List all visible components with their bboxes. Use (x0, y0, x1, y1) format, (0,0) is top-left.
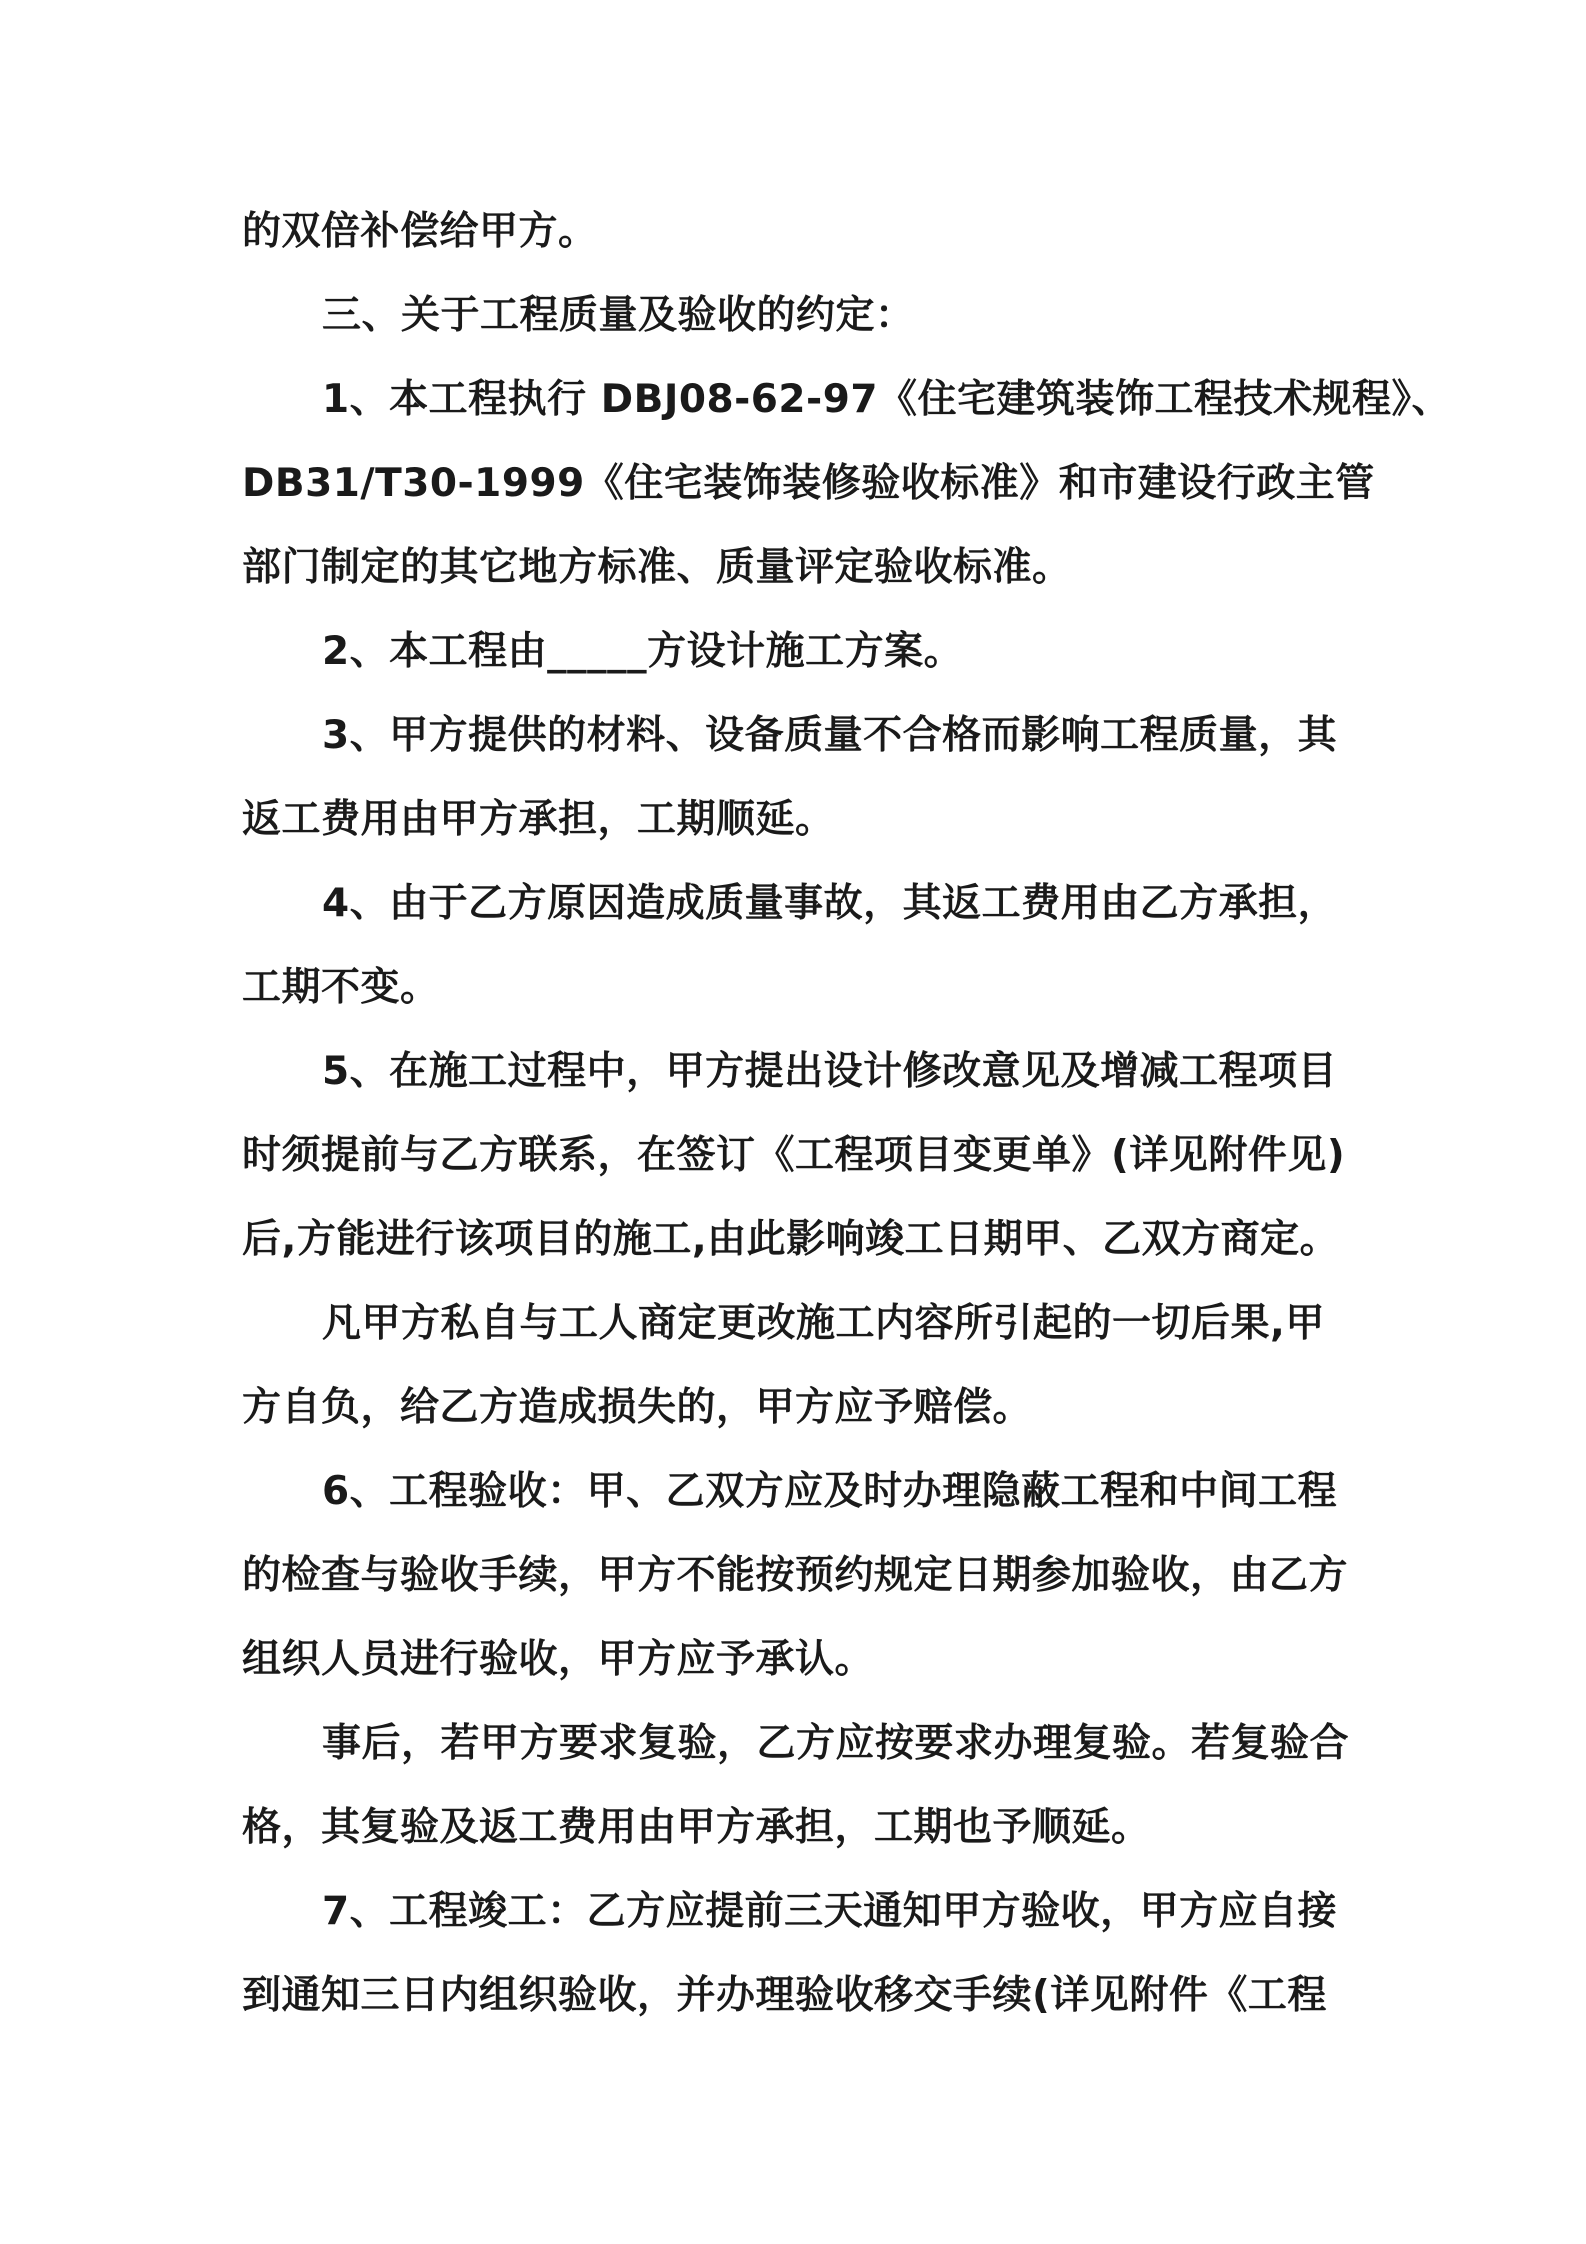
text-line: 4、由于乙方原因造成质量事故，其返工费用由乙方承担， (322, 881, 1338, 926)
text-line: 6、工程验收：甲、乙双方应及时办理隐蔽工程和中间工程 (322, 1469, 1338, 1514)
text-line: DB31/T30-1999《住宅装饰装修验收标准》和市建设行政主管 (242, 461, 1375, 506)
text-line: 时须提前与乙方联系，在签订《工程项目变更单》(详见附件见) (242, 1133, 1346, 1178)
text-line: 工期不变。 (242, 965, 440, 1010)
text-line: 1、本工程执行 DBJ08-62-97《住宅建筑装饰工程技术规程》、 (322, 377, 1452, 422)
text-line: 5、在施工过程中，甲方提出设计修改意见及增减工程项目 (322, 1049, 1338, 1094)
text-line: 方自负，给乙方造成损失的，甲方应予赔偿。 (242, 1385, 1033, 1430)
text-line: 后,方能进行该项目的施工,由此影响竣工日期甲、乙双方商定。 (242, 1217, 1340, 1262)
text-line: 部门制定的其它地方标准、质量评定验收标准。 (242, 545, 1072, 590)
text-line: 3、甲方提供的材料、设备质量不合格而影响工程质量，其 (322, 713, 1338, 758)
text-line: 返工费用由甲方承担，工期顺延。 (242, 797, 835, 842)
text-line: 到通知三日内组织验收，并办理验收移交手续(详见附件《工程 (242, 1973, 1327, 2018)
text-line: 的检查与验收手续，甲方不能按预约规定日期参加验收，由乙方 (242, 1553, 1349, 1598)
text-line: 2、本工程由_____方设计施工方案。 (322, 629, 964, 674)
text-line: 凡甲方私自与工人商定更改施工内容所引起的一切后果,甲 (322, 1301, 1325, 1346)
text-line: 事后，若甲方要求复验，乙方应按要求办理复验。若复验合 (322, 1721, 1350, 1766)
document-page (242, 190, 1452, 2038)
text-line: 格，其复验及返工费用由甲方承担，工期也予顺延。 (242, 1805, 1151, 1850)
section-heading: 三、关于工程质量及验收的约定： (322, 293, 915, 338)
text-line: 7、工程竣工：乙方应提前三天通知甲方验收，甲方应自接 (322, 1889, 1338, 1934)
text-line: 的双倍补偿给甲方。 (242, 209, 598, 254)
text-line: 组织人员进行验收，甲方应予承认。 (242, 1637, 875, 1682)
